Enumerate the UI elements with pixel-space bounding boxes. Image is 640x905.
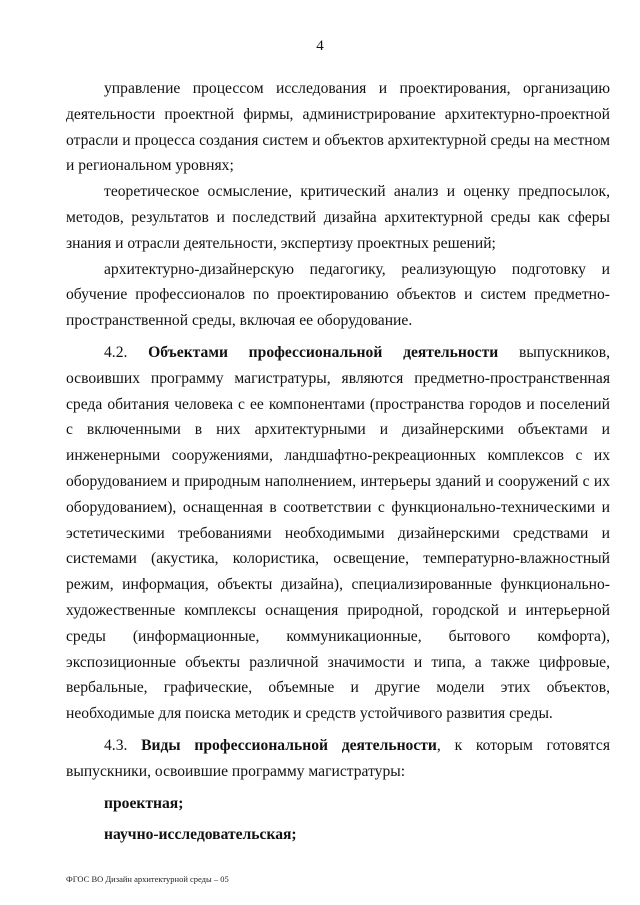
document-body <box>66 76 610 848</box>
paragraph-theory: теоретическое осмысление, критический анализ и оценку предпосылок, методов, результатов и последствий дизайна архитектурной среды как сферы знания и отрасли деятельности, экспертизу проектных решений; <box>66 183 610 252</box>
section-number-4-3: 4.3. <box>104 736 142 754</box>
page-number: 4 <box>316 38 324 54</box>
paragraph-4-3 <box>66 733 610 785</box>
footer-standard-code: ФГОС ВО Дизайн архитектурной среды – 05 <box>66 874 229 884</box>
section-number-4-2: 4.2. <box>104 343 149 361</box>
paragraph-pedagogy: архитектурно-дизайнерскую педагогику, реализующую подготовку и обучение профессионалов по проектированию объектов и систем предметно-пространственной среды, включая ее оборудование. <box>66 260 610 330</box>
list-item-research: научно-исследовательская; <box>104 826 297 844</box>
paragraph-management: управление процессом исследования и проектирования, организацию деятельности проектной фирмы, администрирование архитектурно-проектной отрасли и процесса создания систем и объектов архитектурной среды на местном и региональном уровнях; <box>66 80 610 175</box>
list-item-design: проектная; <box>104 794 184 812</box>
paragraph-4-2 <box>66 340 610 727</box>
term-objects-of-activity: Объектами профессиональной деятельности <box>148 343 499 361</box>
paragraph-4-2-text: выпускников, освоивших программу магистратуры, являются предметно-пространственная среда обитания человека с ее компонентами (пространства городов и поселений с включенными в них архитектурными и дизайнерскими объектами и инженерными сооружениями, ландшафтно-рекреационных комплексов с их оборудованием и природным наполнением, интерьеры зданий и сооружений с их оборудованием), оснащенная в соответствии с функционально-техническими и эстетическими требованиями необходимыми дизайнерскими средствами и системами (акустика, колористика, освещение, температурно-влажностный режим, информация, объекты дизайна), специализированные функционально-художественные комплексы оснащения природной, городской и интерьерной среды (информационные, коммуникационные, бытового комфорта), экспозиционные объекты различной значимости и типа, а также цифровые, вербальные, графические, объемные и другие модели этих объектов, необходимые для поиска методик и средств устойчивого развития среды. <box>66 343 610 723</box>
paragraph-4-3-text: , к которым готовятся выпускники, освоившие программу магистратуры: <box>66 736 610 780</box>
term-types-of-activity: Виды профессиональной деятельности <box>141 736 437 754</box>
